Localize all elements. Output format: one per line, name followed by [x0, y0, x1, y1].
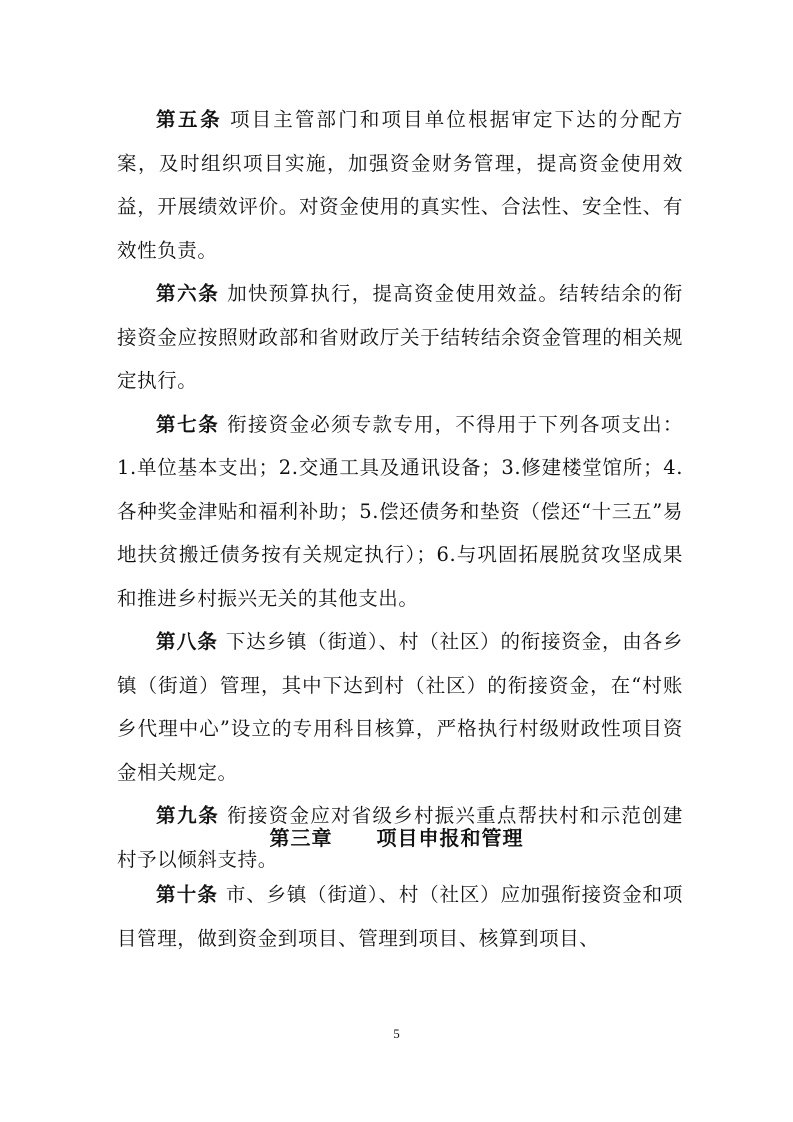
article-10 — [117, 873, 683, 960]
article-text: 下达乡镇（街道）、村（社区）的衔接资金，由各乡镇（街道）管理，其中下达到村（社区）的衔接资金，在“村账乡代理中心”设立的专用科目核算，严格执行村级财政性项目资金相关规定。 — [117, 630, 683, 784]
article-number: 第十条 — [156, 883, 219, 906]
articles-section — [117, 98, 683, 881]
article-number: 第七条 — [156, 412, 220, 436]
article-7 — [117, 403, 683, 621]
article-text: 衔接资金应对省级乡村振兴重点帮扶村和示范创建村予以倾斜支持。 — [117, 804, 683, 871]
articles-section-2 — [117, 873, 683, 960]
article-8 — [117, 620, 683, 794]
article-number: 第五条 — [156, 108, 223, 131]
article-number: 第八条 — [156, 630, 219, 653]
page-number: 5 — [393, 1026, 400, 1041]
article-text: 加快预算执行，提高资金使用效益。结转结余的衔接资金应按照财政部和省财政厅关于结转结余资金管理的相关规定执行。 — [117, 282, 683, 392]
article-number: 第六条 — [156, 282, 220, 305]
article-6 — [117, 272, 683, 403]
chapter-number: 第三章 — [269, 826, 333, 850]
chapter-heading — [0, 820, 793, 856]
article-text: 项目主管部门和项目单位根据审定下达的分配方案，及时组织项目实施，加强资金财务管理，提高资金使用效益，开展绩效评价。对资金使用的真实性、合法性、安全性、有效性负责。 — [117, 108, 683, 262]
article-5 — [117, 98, 683, 272]
chapter-title: 项目申报和管理 — [376, 826, 524, 850]
article-number: 第九条 — [156, 804, 220, 827]
article-text: 市、乡镇（街道）、村（社区）应加强衔接资金和项目管理，做到资金到项目、管理到项目、核算到项目、 — [117, 883, 683, 950]
article-text: 衔接资金必须专款专用，不得用于下列各项支出：1.单位基本支出；2.交通工具及通讯设备；3.修建楼堂馆所；4.各种奖金津贴和福利补助；5.偿还债务和垫资（偿还“十三五”易地扶贫搬迁债务按有关规定执行）；6.与巩固拓展脱贫攻坚成果和推进乡村振兴无关的其他支出。 — [117, 412, 683, 610]
